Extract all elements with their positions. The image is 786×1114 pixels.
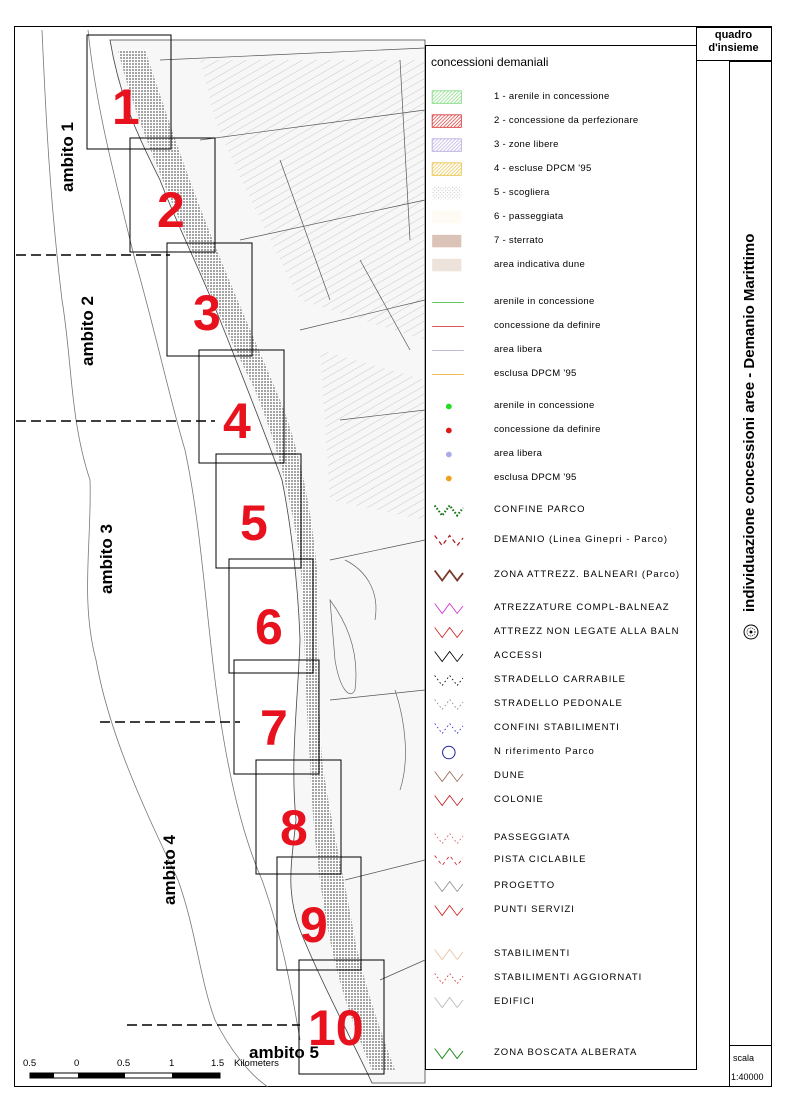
legend-style-3-label: ZONA ATTREZZ. BALNEARI (Parco) — [494, 569, 681, 580]
legend-style-17 — [428, 944, 693, 966]
zone-number-7: 7 — [260, 700, 288, 756]
legend-area-3-symbol — [430, 138, 466, 153]
map-title: individuazione concessioni aree - Demanio Marittimo — [741, 233, 758, 612]
legend-line-2 — [428, 316, 693, 338]
legend-area-6-symbol — [430, 210, 466, 225]
legend-area-3 — [428, 135, 693, 157]
legend-style-5-symbol — [430, 625, 466, 640]
legend-style-10-label: N riferimento Parco — [494, 746, 595, 757]
legend-point-4 — [428, 468, 693, 490]
legend-line-3-label: area libera — [494, 344, 543, 355]
zone-number-2: 2 — [157, 182, 185, 238]
legend-style-11 — [428, 766, 693, 788]
zone-number-10: 10 — [308, 1000, 364, 1056]
legend-style-12-symbol — [430, 793, 466, 808]
legend-style-4-label: ATREZZATURE COMPL-BALNEAZ — [494, 602, 670, 613]
legend-line-4-symbol — [430, 367, 466, 382]
legend-style-17-symbol — [430, 947, 466, 962]
zone-number-8: 8 — [280, 800, 308, 856]
legend-area-1 — [428, 87, 693, 109]
legend-style-7 — [428, 670, 693, 692]
legend-style-2-label: DEMANIO (Linea Ginepri - Parco) — [494, 534, 669, 545]
legend-line-1-label: arenile in concessione — [494, 296, 595, 307]
legend-line-1-symbol — [430, 295, 466, 310]
legend-style-16 — [428, 900, 693, 922]
legend-style-9-symbol — [430, 721, 466, 736]
legend-style-13-label: PASSEGGIATA — [494, 832, 571, 843]
legend-style-13-symbol — [430, 831, 466, 846]
legend-style-1-symbol — [430, 503, 466, 518]
legend-style-19-label: EDIFICI — [494, 996, 535, 1007]
legend-style-12-label: COLONIE — [494, 794, 544, 805]
zone-number-6: 6 — [255, 599, 283, 655]
legend-style-20-symbol — [430, 1046, 466, 1061]
legend-style-9-label: CONFINI STABILIMENTI — [494, 722, 620, 733]
legend-style-4 — [428, 598, 693, 620]
legend-style-11-label: DUNE — [494, 770, 525, 781]
legend-area-4-label: 4 - escluse DPCM '95 — [494, 163, 592, 174]
legend-area-5 — [428, 183, 693, 205]
legend-style-15-label: PROGETTO — [494, 880, 556, 891]
legend-title: concessioni demaniali — [431, 55, 549, 69]
legend-style-20 — [428, 1043, 693, 1065]
legend-point-2-label: concessione da definire — [494, 424, 601, 435]
legend-style-2 — [428, 530, 693, 552]
legend-style-18 — [428, 968, 693, 990]
legend-style-14-label: PISTA CICLABILE — [494, 854, 587, 865]
legend-area-7-symbol — [430, 234, 466, 249]
legend-style-19-symbol — [430, 995, 466, 1010]
legend-style-17-label: STABILIMENTI — [494, 948, 571, 959]
ambito-label-2: ambito 2 — [78, 296, 97, 366]
legend-style-9 — [428, 718, 693, 740]
legend-area-8 — [428, 255, 693, 277]
legend-style-6-symbol — [430, 649, 466, 664]
legend-point-3-label: area libera — [494, 448, 543, 459]
legend-point-2-symbol — [430, 423, 466, 438]
legend-style-4-symbol — [430, 601, 466, 616]
legend-style-12 — [428, 790, 693, 812]
legend-style-10-symbol — [430, 745, 466, 760]
scale-tick-3: 1 — [169, 1058, 175, 1069]
legend-style-7-label: STRADELLO CARRABILE — [494, 674, 626, 685]
legend-style-2-symbol — [430, 533, 466, 548]
legend-style-13 — [428, 828, 693, 850]
legend-area-7-label: 7 - sterrato — [494, 235, 544, 246]
legend-area-3-label: 3 - zone libere — [494, 139, 559, 150]
zone-number-3: 3 — [193, 285, 221, 341]
legend-area-6 — [428, 207, 693, 229]
legend-line-3-symbol — [430, 343, 466, 358]
legend-point-2 — [428, 420, 693, 442]
legend-style-1-label: CONFINE PARCO — [494, 504, 586, 515]
legend-style-3-symbol — [430, 568, 466, 583]
legend-style-18-symbol — [430, 971, 466, 986]
legend-style-16-symbol — [430, 903, 466, 918]
scale-tick-2: 0.5 — [117, 1058, 131, 1069]
scale-tick-4: 1.5 — [211, 1058, 225, 1069]
legend-area-2-symbol — [430, 114, 466, 129]
legend-area-8-label: area indicativa dune — [494, 259, 586, 270]
legend-style-19 — [428, 992, 693, 1014]
legend-style-11-symbol — [430, 769, 466, 784]
legend-style-5 — [428, 622, 693, 644]
legend-style-1 — [428, 500, 693, 522]
legend-style-10 — [428, 742, 693, 764]
legend-style-5-label: ATTREZZ NON LEGATE ALLA BALN — [494, 626, 680, 637]
legend-point-1 — [428, 396, 693, 418]
overview-label: quadro d'insieme — [708, 29, 759, 54]
scale-units: Kilometers — [234, 1058, 279, 1069]
legend-point-4-label: esclusa DPCM '95 — [494, 472, 577, 483]
legend-line-2-symbol — [430, 319, 466, 334]
legend-point-1-symbol — [430, 399, 466, 414]
legend-area-5-label: 5 - scogliera — [494, 187, 550, 198]
legend-style-15 — [428, 876, 693, 898]
zone-number-1: 1 — [112, 79, 140, 135]
legend-area-5-symbol — [430, 186, 466, 201]
legend-line-3 — [428, 340, 693, 362]
zone-number-9: 9 — [300, 897, 328, 953]
legend-line-1 — [428, 292, 693, 314]
legend-line-4 — [428, 364, 693, 386]
ambito-label-4: ambito 4 — [160, 835, 179, 905]
legend-line-4-label: esclusa DPCM '95 — [494, 368, 577, 379]
legend-style-15-symbol — [430, 879, 466, 894]
legend-style-14-symbol — [430, 853, 466, 868]
legend-style-20-label: ZONA BOSCATA ALBERATA — [494, 1047, 638, 1058]
legend-point-3 — [428, 444, 693, 466]
legend-style-6 — [428, 646, 693, 668]
legend-area-1-label: 1 - arenile in concessione — [494, 91, 610, 102]
legend-area-8-symbol — [430, 258, 466, 273]
scale-tick-0: 0.5 — [23, 1058, 37, 1069]
legend-style-16-label: PUNTI SERVIZI — [494, 904, 575, 915]
legend-style-8-symbol — [430, 697, 466, 712]
zone-number-5: 5 — [240, 495, 268, 551]
legend-style-8-label: STRADELLO PEDONALE — [494, 698, 623, 709]
legend-style-3 — [428, 565, 693, 587]
legend-point-4-symbol — [430, 471, 466, 486]
legend-area-6-label: 6 - passeggiata — [494, 211, 564, 222]
legend-area-2 — [428, 111, 693, 133]
ambito-label-3: ambito 3 — [97, 524, 116, 594]
legend-line-2-label: concessione da definire — [494, 320, 601, 331]
legend-point-1-label: arenile in concessione — [494, 400, 595, 411]
scale-label: scala — [733, 1053, 755, 1063]
scale-value: 1:40000 — [731, 1072, 764, 1082]
legend-point-3-symbol — [430, 447, 466, 462]
legend-area-1-symbol — [430, 90, 466, 105]
legend-area-2-label: 2 - concessione da perfezionare — [494, 115, 639, 126]
legend-area-4 — [428, 159, 693, 181]
legend-style-14 — [428, 850, 693, 872]
ambito-label-5: ambito 5 — [249, 1043, 319, 1062]
legend-style-7-symbol — [430, 673, 466, 688]
legend-style-8 — [428, 694, 693, 716]
scale-tick-1: 0 — [74, 1058, 80, 1069]
legend-style-6-label: ACCESSI — [494, 650, 543, 661]
scale-bar — [30, 1073, 220, 1078]
zone-number-4: 4 — [223, 393, 251, 449]
ambito-label-1: ambito 1 — [58, 122, 77, 192]
legend-area-7 — [428, 231, 693, 253]
legend-area-4-symbol — [430, 162, 466, 177]
legend-style-18-label: STABILIMENTI AGGIORNATI — [494, 972, 643, 983]
